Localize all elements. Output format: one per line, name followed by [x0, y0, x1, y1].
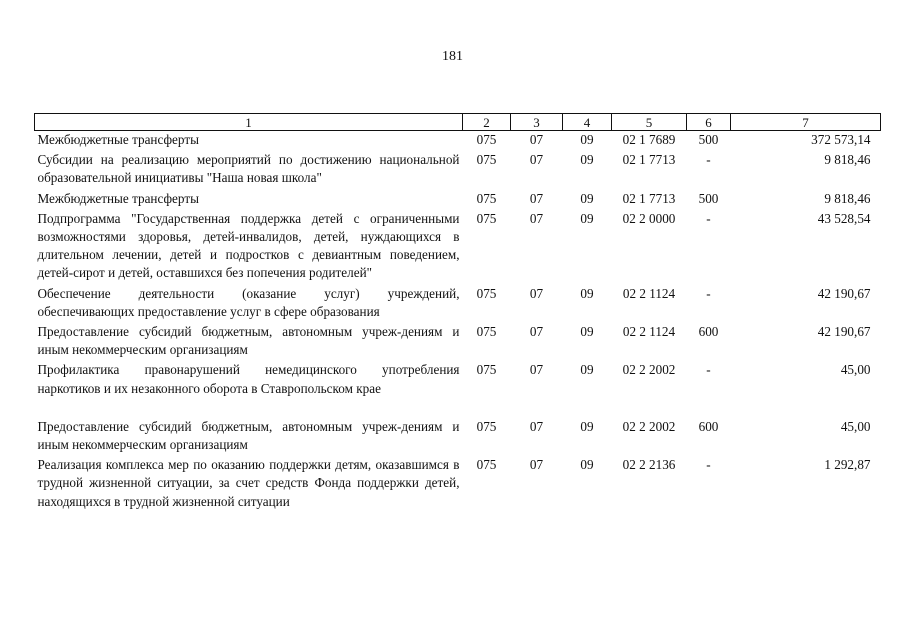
row-vr: -: [706, 457, 711, 473]
row-sum: 9 818,46: [824, 190, 871, 206]
row-csr: 02 2 2002: [622, 418, 676, 434]
table-row: [35, 151, 881, 189]
row-vr: 600: [698, 324, 719, 340]
row-vr: 500: [698, 190, 719, 206]
table-row: [35, 190, 881, 210]
column-header-row: [35, 114, 881, 131]
table-row: [35, 418, 881, 456]
row-csr: 02 1 7713: [622, 152, 676, 168]
table-row: [35, 361, 881, 417]
row-rz: 07: [529, 210, 544, 226]
row-sum: 372 573,14: [811, 132, 871, 147]
row-csr: 02 2 1124: [622, 285, 676, 301]
column-header-7: 7: [731, 114, 881, 131]
row-vr: -: [706, 152, 711, 168]
table-row: [35, 456, 881, 511]
row-rz: 07: [529, 132, 544, 147]
row-csr: 02 2 2136: [622, 457, 676, 473]
row-gr: 075: [476, 132, 497, 147]
row-rz: 07: [529, 190, 544, 206]
row-sum: 42 190,67: [817, 324, 871, 340]
row-vr: -: [706, 285, 711, 301]
row-csr: 02 1 7689: [622, 132, 676, 147]
row-vr: 600: [698, 418, 719, 434]
row-csr: 02 2 0000: [622, 210, 676, 226]
budget-table: [34, 113, 881, 511]
row-vr: 500: [698, 132, 719, 147]
row-gr: 075: [476, 190, 497, 206]
row-gr: 075: [476, 210, 497, 226]
row-pr: 09: [580, 190, 594, 206]
row-rz: 07: [529, 285, 544, 301]
row-pr: 09: [580, 362, 594, 378]
row-rz: 07: [529, 418, 544, 434]
row-name: Субсидии на реализацию мероприятий по достижению национальной образовательной инициативы "Наша новая школа": [37, 152, 460, 186]
column-header-1: 1: [35, 114, 463, 131]
row-name: Обеспечение деятельности (оказание услуг) учреждений, обеспечивающих предоставление услуг в сфере образования: [37, 285, 460, 319]
row-pr: 09: [580, 152, 594, 168]
row-pr: 09: [580, 457, 594, 473]
row-pr: 09: [580, 324, 594, 340]
row-pr: 09: [580, 285, 594, 301]
row-name: Профилактика правонарушений немедицинского употребления наркотиков и их незаконного оборота в Ставропольском крае: [37, 362, 460, 396]
row-name: Предоставление субсидий бюджетным, автономным учреж-дениям и иным некоммерческим организациям: [37, 418, 460, 453]
row-vr: -: [706, 362, 711, 378]
column-header-4: 4: [563, 114, 612, 131]
row-name: Реализация комплекса мер по оказанию поддержки детям, оказавшимся в трудной жизненной ситуации, за счет средств Фонда поддержки детей, находящихся в трудной жизненной ситуации: [37, 457, 460, 509]
row-pr: 09: [580, 132, 594, 147]
row-gr: 075: [476, 457, 497, 473]
column-header-6: 6: [687, 114, 731, 131]
row-sum: 9 818,46: [824, 152, 871, 168]
row-gr: 075: [476, 324, 497, 340]
row-rz: 07: [529, 324, 544, 340]
row-name: Межбюджетные трансферты: [37, 132, 199, 147]
row-rz: 07: [529, 152, 544, 168]
column-header-3: 3: [511, 114, 563, 131]
row-gr: 075: [476, 285, 497, 301]
row-csr: 02 2 1124: [622, 324, 676, 340]
row-gr: 075: [476, 152, 497, 168]
page-number: 181: [442, 49, 463, 64]
row-sum: 42 190,67: [817, 285, 871, 301]
row-gr: 075: [476, 418, 497, 434]
row-pr: 09: [580, 210, 594, 226]
table-row: [35, 323, 881, 361]
row-name: Подпрограмма "Государственная поддержка детей с ограниченными возможностями здоровья, детей-инвалидов, детей, нуждающихся в длительном лечении, детей и подростков с девиантным поведением, детей-сирот и детей, оставшихся без попечения родителей": [37, 210, 460, 281]
row-name: Межбюджетные трансферты: [37, 190, 199, 206]
row-sum: 1 292,87: [824, 457, 871, 473]
table-row: [35, 285, 881, 323]
row-vr: -: [706, 210, 711, 226]
row-csr: 02 1 7713: [622, 190, 676, 206]
row-sum: 45,00: [840, 362, 871, 378]
table-row: [35, 210, 881, 285]
table-row: [35, 131, 881, 152]
row-pr: 09: [580, 418, 594, 434]
column-header-2: 2: [463, 114, 511, 131]
column-header-5: 5: [612, 114, 687, 131]
row-name: Предоставление субсидий бюджетным, автономным учреж-дениям и иным некоммерческим организациям: [37, 324, 460, 358]
row-rz: 07: [529, 457, 544, 473]
row-csr: 02 2 2002: [622, 362, 676, 378]
row-gr: 075: [476, 362, 497, 378]
row-sum: 43 528,54: [817, 210, 871, 226]
row-rz: 07: [529, 362, 544, 378]
row-sum: 45,00: [840, 418, 871, 434]
